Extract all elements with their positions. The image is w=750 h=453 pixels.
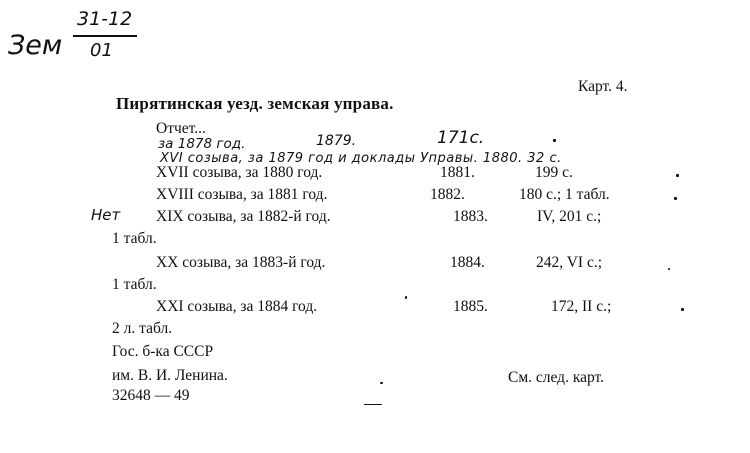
entry-xx-year: 1884. — [450, 254, 485, 271]
entry-xx-continuation: 1 табл. — [112, 276, 157, 293]
handwritten-report-xvi: XVI созыва, за 1879 год и доклады Управы. 1880. 32 с. — [160, 151, 562, 166]
speck-mark — [405, 296, 407, 299]
handwritten-code-numerator: 31-12 — [77, 8, 133, 30]
speck-mark — [380, 382, 383, 384]
handwritten-year-1879: 1879. — [316, 133, 357, 149]
handwritten-fraction-line — [73, 35, 137, 37]
see-next-card: См. след. карт. — [508, 369, 605, 386]
library-line-2: им. В. И. Ленина. — [112, 367, 228, 384]
entry-xix-year: 1883. — [453, 208, 488, 225]
speck-mark — [364, 404, 382, 405]
handwritten-code-denominator: 01 — [90, 40, 113, 61]
entry-xix-pages: IV, 201 с.; — [537, 208, 602, 225]
handwritten-report-1878: за 1878 год. — [158, 136, 246, 152]
entry-xxi-continuation: 2 л. табл. — [112, 320, 173, 337]
entry-xx-title: XX созыва, за 1883-й год. — [156, 254, 326, 271]
speck-mark — [676, 174, 679, 177]
library-line-1: Гос. б-ка СССР — [112, 343, 214, 360]
entry-xxi-year: 1885. — [453, 298, 488, 315]
card-heading: Пирятинская уезд. земская управа. — [116, 94, 394, 113]
report-label: Отчет... — [156, 120, 206, 137]
speck-mark — [668, 268, 670, 270]
entry-xvii-year: 1881. — [440, 164, 475, 181]
entry-xviii-title: XVIII созыва, за 1881 год. — [156, 186, 328, 203]
entry-xvii-title: XVII созыва, за 1880 год. — [156, 164, 323, 181]
entry-xxi-pages: 172, II с.; — [551, 298, 612, 315]
handwritten-code-prefix: Зем — [8, 30, 63, 61]
speck-mark — [681, 308, 684, 311]
entry-xx-pages: 242, VI с.; — [536, 254, 603, 271]
handwritten-missing-note: Нет — [91, 206, 121, 224]
entry-xviii-pages: 180 с.; 1 табл. — [519, 186, 610, 203]
inventory-number: 32648 — 49 — [112, 387, 190, 404]
entry-xxi-title: XXI созыва, за 1884 год. — [156, 298, 318, 315]
entry-xvii-pages: 199 с. — [535, 164, 573, 181]
card-number: Карт. 4. — [578, 78, 628, 95]
handwritten-pages-171: 171с. — [437, 128, 485, 148]
entry-xix-continuation: 1 табл. — [112, 230, 157, 247]
speck-mark — [553, 139, 556, 142]
entry-xviii-year: 1882. — [430, 186, 465, 203]
speck-mark — [674, 197, 677, 200]
entry-xix-title: XIX созыва, за 1882-й год. — [156, 208, 331, 225]
